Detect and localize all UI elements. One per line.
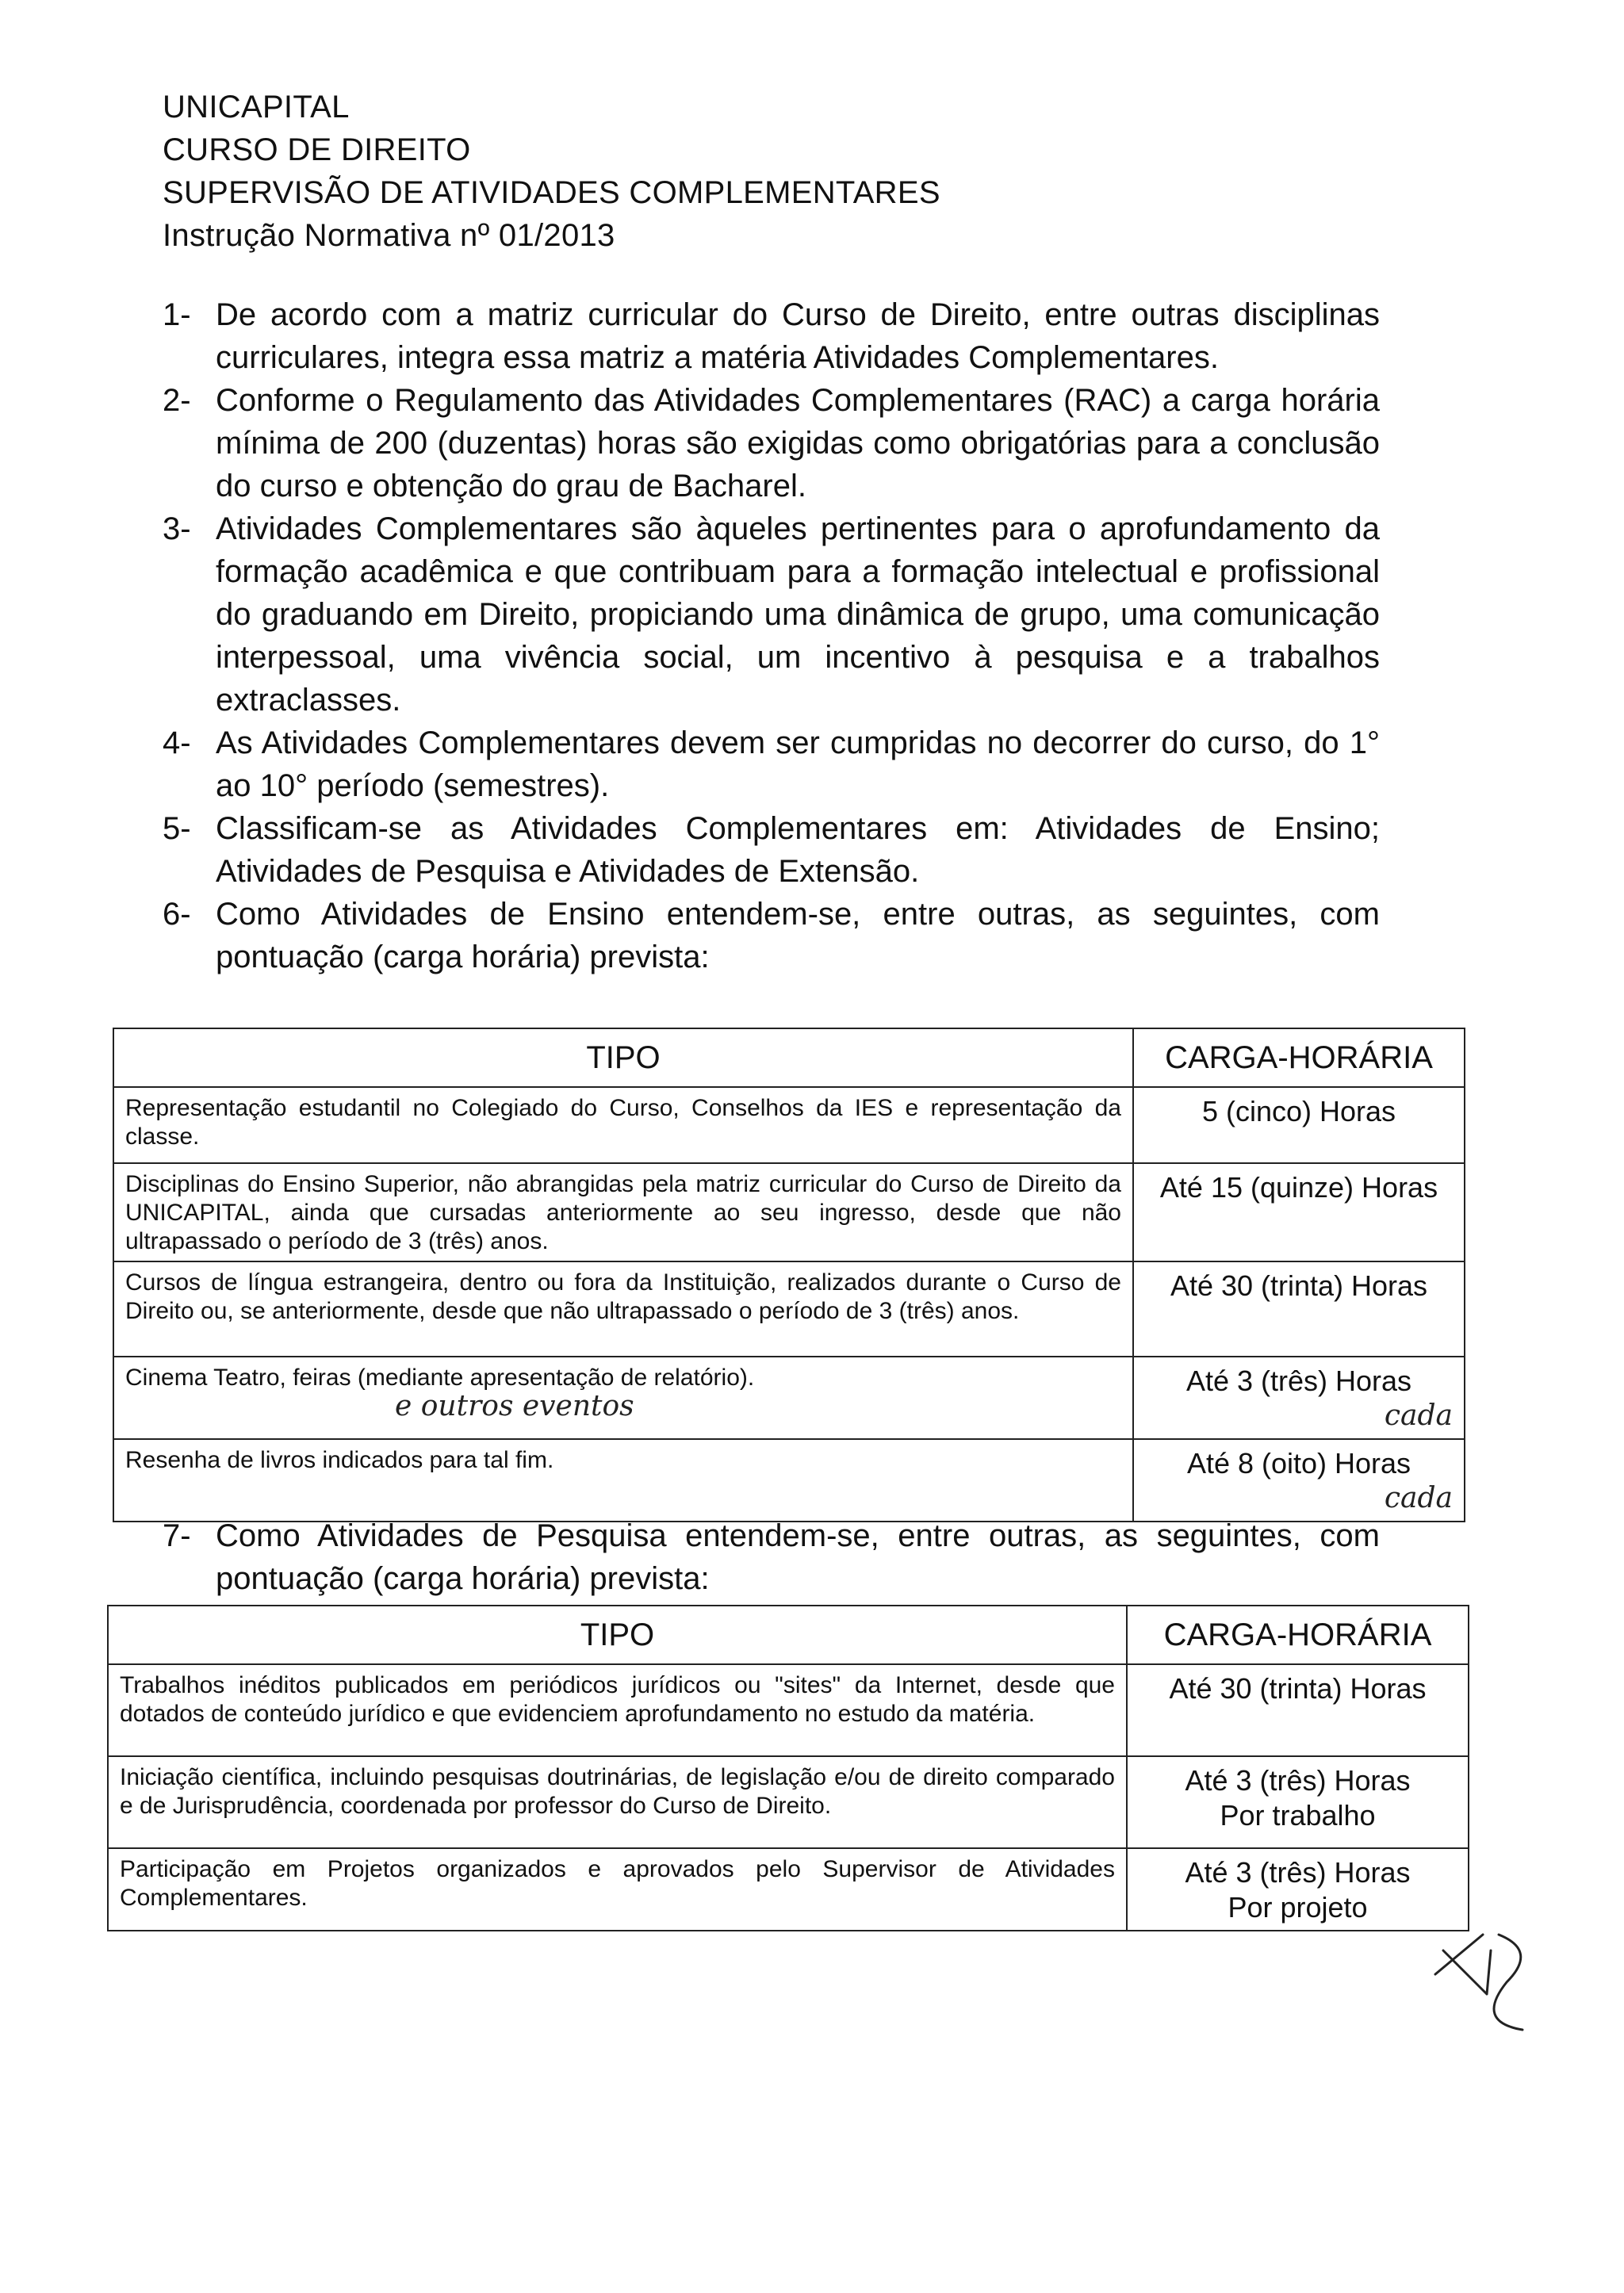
normative-title: Instrução Normativa nº 01/2013 bbox=[163, 218, 615, 253]
research-activities-table bbox=[107, 1605, 1469, 1931]
activity-type: Disciplinas do Ensino Superior, não abrangidas pela matriz curricular do Curso de Direito da UNICAPITAL, ainda que cursadas anteriormente ao seu ingresso, desde que não ultrapassado o período de 3 (três) anos. bbox=[113, 1163, 1133, 1261]
list-item-2 bbox=[0, 379, 1380, 507]
activity-type: Iniciação científica, incluindo pesquisas doutrinárias, de legislação e/ou de direito comparado e de Jurisprudência, coordenada por professor do Curso de Direito. bbox=[108, 1756, 1127, 1848]
activity-type-cell bbox=[113, 1357, 1133, 1439]
list-item-4 bbox=[0, 722, 1380, 807]
activity-type: Trabalhos inéditos publicados em periódicos jurídicos ou "sites" da Internet, desde que dotados de conteúdo jurídico e que evidenciem aprofundamento no estudo da matéria. bbox=[108, 1664, 1127, 1756]
table-row bbox=[108, 1756, 1469, 1848]
column-header-tipo: TIPO bbox=[113, 1028, 1133, 1087]
activity-hours: Até 15 (quinze) Horas bbox=[1133, 1163, 1465, 1261]
list-item-1 bbox=[0, 293, 1380, 379]
activity-type: Representação estudantil no Colegiado do Curso, Conselhos da IES e representação da classe. bbox=[113, 1087, 1133, 1163]
item-number: 5- bbox=[163, 811, 191, 846]
department-name: SUPERVISÃO DE ATIVIDADES COMPLEMENTARES bbox=[163, 175, 940, 210]
signature-initials bbox=[1427, 1919, 1554, 2046]
table-header-row bbox=[108, 1606, 1469, 1664]
table-header-row bbox=[113, 1028, 1465, 1087]
list-item-5 bbox=[0, 807, 1380, 893]
activity-hours-cell bbox=[1127, 1756, 1469, 1848]
course-name: CURSO DE DIREITO bbox=[163, 132, 471, 167]
item-text: Classificam-se as Atividades Complementares em: Atividades de Ensino; Atividades de Pesquisa e Atividades de Extensão. bbox=[216, 811, 1380, 889]
teaching-activities-table bbox=[113, 1028, 1465, 1522]
normative-items bbox=[0, 293, 1380, 978]
list-item-7 bbox=[0, 1514, 1380, 1600]
column-header-carga: CARGA-HORÁRIA bbox=[1127, 1606, 1469, 1664]
handwritten-annotation: cada bbox=[1384, 1399, 1453, 1432]
table-row bbox=[108, 1848, 1469, 1931]
item-text: As Atividades Complementares devem ser cumpridas no decorrer do curso, do 1° ao 10° período (semestres). bbox=[216, 725, 1380, 803]
table-row bbox=[113, 1357, 1465, 1439]
item-text: Como Atividades de Ensino entendem-se, entre outras, as seguintes, com pontuação (carga horária) prevista: bbox=[216, 897, 1380, 974]
list-item-3 bbox=[0, 507, 1380, 722]
item-number: 3- bbox=[163, 511, 191, 546]
item-number: 1- bbox=[163, 297, 191, 332]
institution-name: UNICAPITAL bbox=[163, 90, 350, 124]
activity-hours: Até 8 (oito) Horas bbox=[1186, 1447, 1411, 1480]
activity-type: Cinema Teatro, feiras (mediante apresentação de relatório). bbox=[125, 1365, 755, 1391]
activity-hours-cell bbox=[1127, 1848, 1469, 1931]
activity-hours: Até 30 (trinta) Horas bbox=[1133, 1261, 1465, 1357]
document-header bbox=[163, 86, 1352, 257]
activity-hours-cell bbox=[1133, 1357, 1465, 1439]
item-text: Conforme o Regulamento das Atividades Complementares (RAC) a carga horária mínima de 200 (duzentas) horas são exigidas como obrigatórias para a conclusão do curso e obtenção do grau de Bacharel. bbox=[216, 383, 1380, 503]
handwritten-annotation: e outros eventos bbox=[395, 1390, 634, 1422]
item-text: De acordo com a matriz curricular do Curso de Direito, entre outras disciplinas curriculares, integra essa matriz a matéria Atividades Complementares. bbox=[216, 297, 1380, 375]
activity-hours: Até 3 (três) Horas bbox=[1185, 1365, 1412, 1397]
item-number: 2- bbox=[163, 383, 191, 418]
activity-hours: Até 3 (três) Horas bbox=[1185, 1856, 1411, 1889]
item-text: Como Atividades de Pesquisa entendem-se, entre outras, as seguintes, com pontuação (carga horária) prevista: bbox=[216, 1518, 1380, 1596]
activity-type: Resenha de livros indicados para tal fim. bbox=[113, 1439, 1133, 1522]
item-text: Atividades Complementares são àqueles pertinentes para o aprofundamento da formação acadêmica e que contribuam para a formação intelectual e profissional do graduando em Direito, propiciando uma dinâmica de grupo, uma comunicação interpessoal, uma vivência social, um incentivo à pesquisa e a trabalhos extraclasses. bbox=[216, 511, 1380, 718]
activity-hours: Até 3 (três) Horas bbox=[1185, 1764, 1411, 1797]
list-item-6 bbox=[0, 893, 1380, 978]
activity-hours-unit: Por trabalho bbox=[1220, 1799, 1376, 1832]
table-row bbox=[113, 1261, 1465, 1357]
item-number: 6- bbox=[163, 897, 191, 932]
table-row bbox=[108, 1664, 1469, 1756]
column-header-carga: CARGA-HORÁRIA bbox=[1133, 1028, 1465, 1087]
activity-hours-unit: Por projeto bbox=[1228, 1891, 1368, 1924]
table-row bbox=[113, 1439, 1465, 1522]
table-row bbox=[113, 1163, 1465, 1261]
table-row bbox=[113, 1087, 1465, 1163]
column-header-tipo: TIPO bbox=[108, 1606, 1127, 1664]
activity-hours-cell bbox=[1133, 1439, 1465, 1522]
activity-type: Participação em Projetos organizados e aprovados pelo Supervisor de Atividades Complementares. bbox=[108, 1848, 1127, 1931]
activity-type: Cursos de língua estrangeira, dentro ou fora da Instituição, realizados durante o Curso de Direito ou, se anteriormente, desde que não ultrapassado o período de 3 (três) anos. bbox=[113, 1261, 1133, 1357]
activity-hours: 5 (cinco) Horas bbox=[1133, 1087, 1465, 1163]
item-number: 4- bbox=[163, 725, 191, 760]
activity-hours: Até 30 (trinta) Horas bbox=[1127, 1664, 1469, 1756]
item-number: 7- bbox=[163, 1518, 191, 1553]
handwritten-annotation: cada bbox=[1384, 1482, 1453, 1514]
